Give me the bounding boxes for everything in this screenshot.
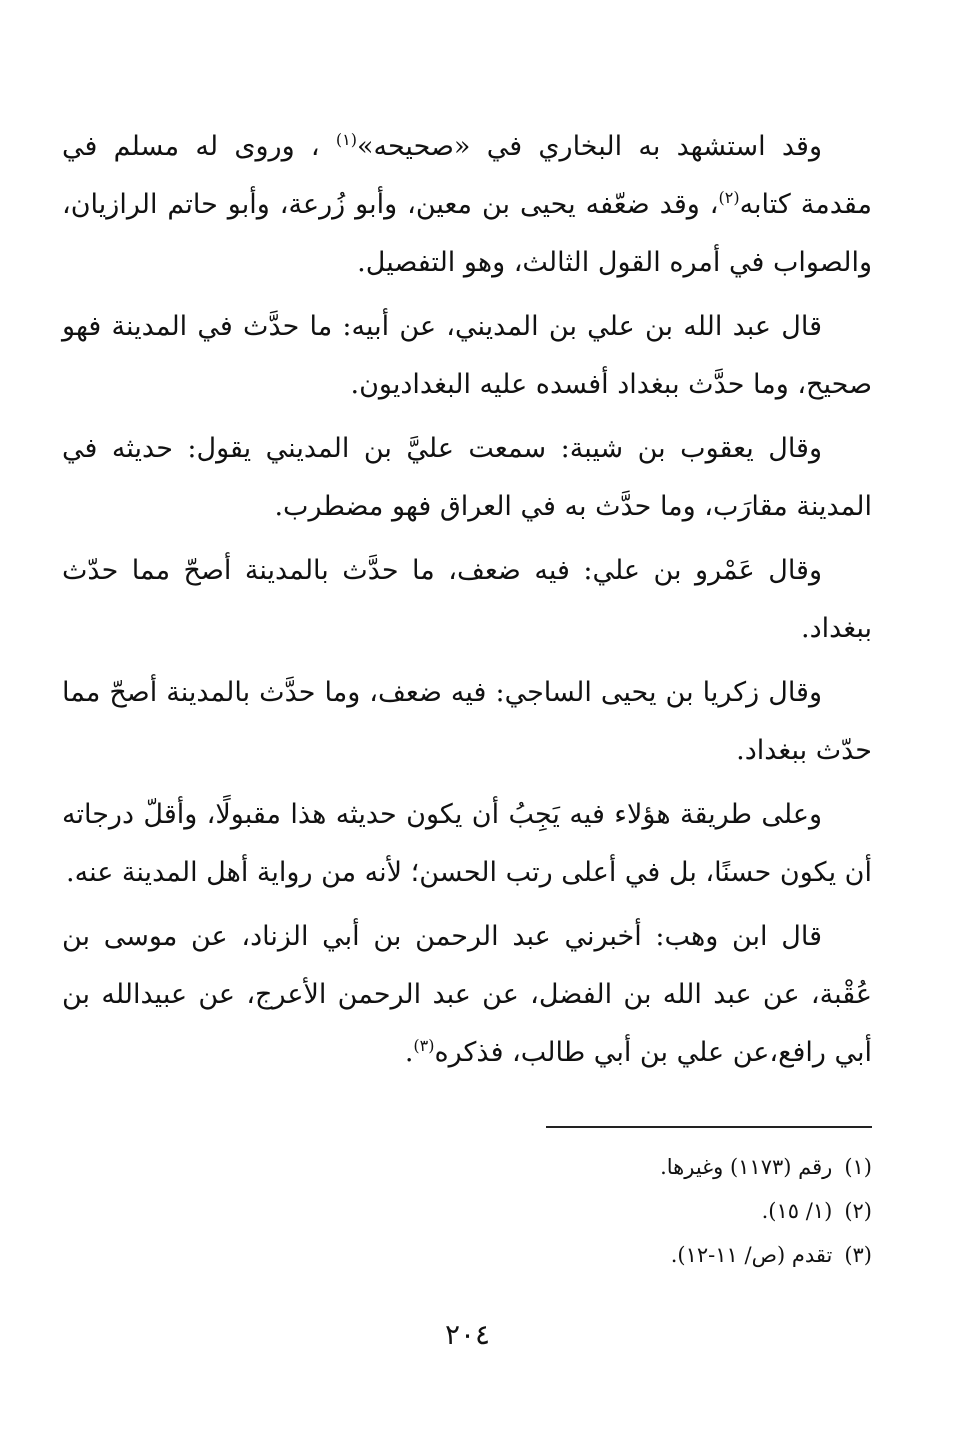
main-text (62, 118, 872, 1088)
paragraph-5: وقال زكريا بن يحيى الساجي: فيه ضعف، وما حدَّث بالمدينة أصحّ مما حدّث ببغداد. (62, 677, 872, 766)
footnote-3 (400, 1233, 872, 1277)
paragraph-1-text-b: ، وروى له مسلم في مقدمة كتابه (62, 131, 872, 220)
paragraph-7 (62, 908, 872, 1082)
paragraph-7-end: . (404, 1037, 414, 1068)
footnote-text: رقم (١١٧٣) وغيرها. (660, 1155, 833, 1179)
footnote-text: (١/ ١٥). (761, 1199, 833, 1223)
paragraph-3: وقال يعقوب بن شيبة: سمعت عليَّ بن المديني يقول: حديثه في المدينة مقارَب، وما حدَّث به في العراق فهو مضطرب. (62, 433, 872, 522)
footnote-2 (400, 1189, 872, 1233)
paragraph-4: وقال عَمْرو بن علي: فيه ضعف، ما حدَّث بالمدينة أصحّ مما حدّث ببغداد. (62, 555, 872, 644)
footnotes (400, 1145, 872, 1277)
paragraph-1-text-a: وقد استشهد به البخاري في «صحيحه» (357, 131, 823, 162)
footnote-number: (٣) (844, 1243, 872, 1267)
paragraph-6: وعلى طريقة هؤلاء فيه يَجِبُ أن يكون حديثه هذا مقبولًا، وأقلّ درجاته أن يكون حسنًا، بل في أعلى رتب الحسن؛ لأنه من رواية أهل المدينة عنه. (62, 799, 872, 888)
footnote-1 (400, 1145, 872, 1189)
paragraph-2: قال عبد الله بن علي بن المديني، عن أبيه: ما حدَّث في المدينة فهو صحيح، وما حدَّث ببغداد أفسده عليه البغداديون. (62, 311, 872, 400)
footnote-separator (546, 1126, 872, 1128)
paragraph-1-text-c: ، وقد ضعّفه يحيى بن معين، وأبو زُرعة، وأبو حاتم الرازيان، والصواب في أمره القول الثالث، وهو التفصيل. (62, 189, 872, 278)
paragraph-1 (62, 118, 872, 292)
footnote-ref-3[interactable]: (٣) (413, 1036, 435, 1055)
footnote-text: تقدم (ص/ ١١-١٢). (670, 1243, 833, 1267)
footnote-ref-2[interactable]: (٢) (718, 188, 740, 207)
footnote-number: (٢) (844, 1199, 872, 1223)
footnote-number: (١) (844, 1155, 872, 1179)
footnote-ref-1[interactable]: (١) (335, 130, 357, 149)
paragraph-7-text: قال ابن وهب: أخبرني عبد الرحمن بن أبي الزناد، عن موسى بن عُقْبة، عن عبد الله بن الفضل، عن عبد الرحمن الأعرج، عن عبيدالله بن أبي رافع،عن علي بن أبي طالب، فذكره (62, 921, 872, 1068)
page-number: ٢٠٤ (444, 1318, 491, 1351)
